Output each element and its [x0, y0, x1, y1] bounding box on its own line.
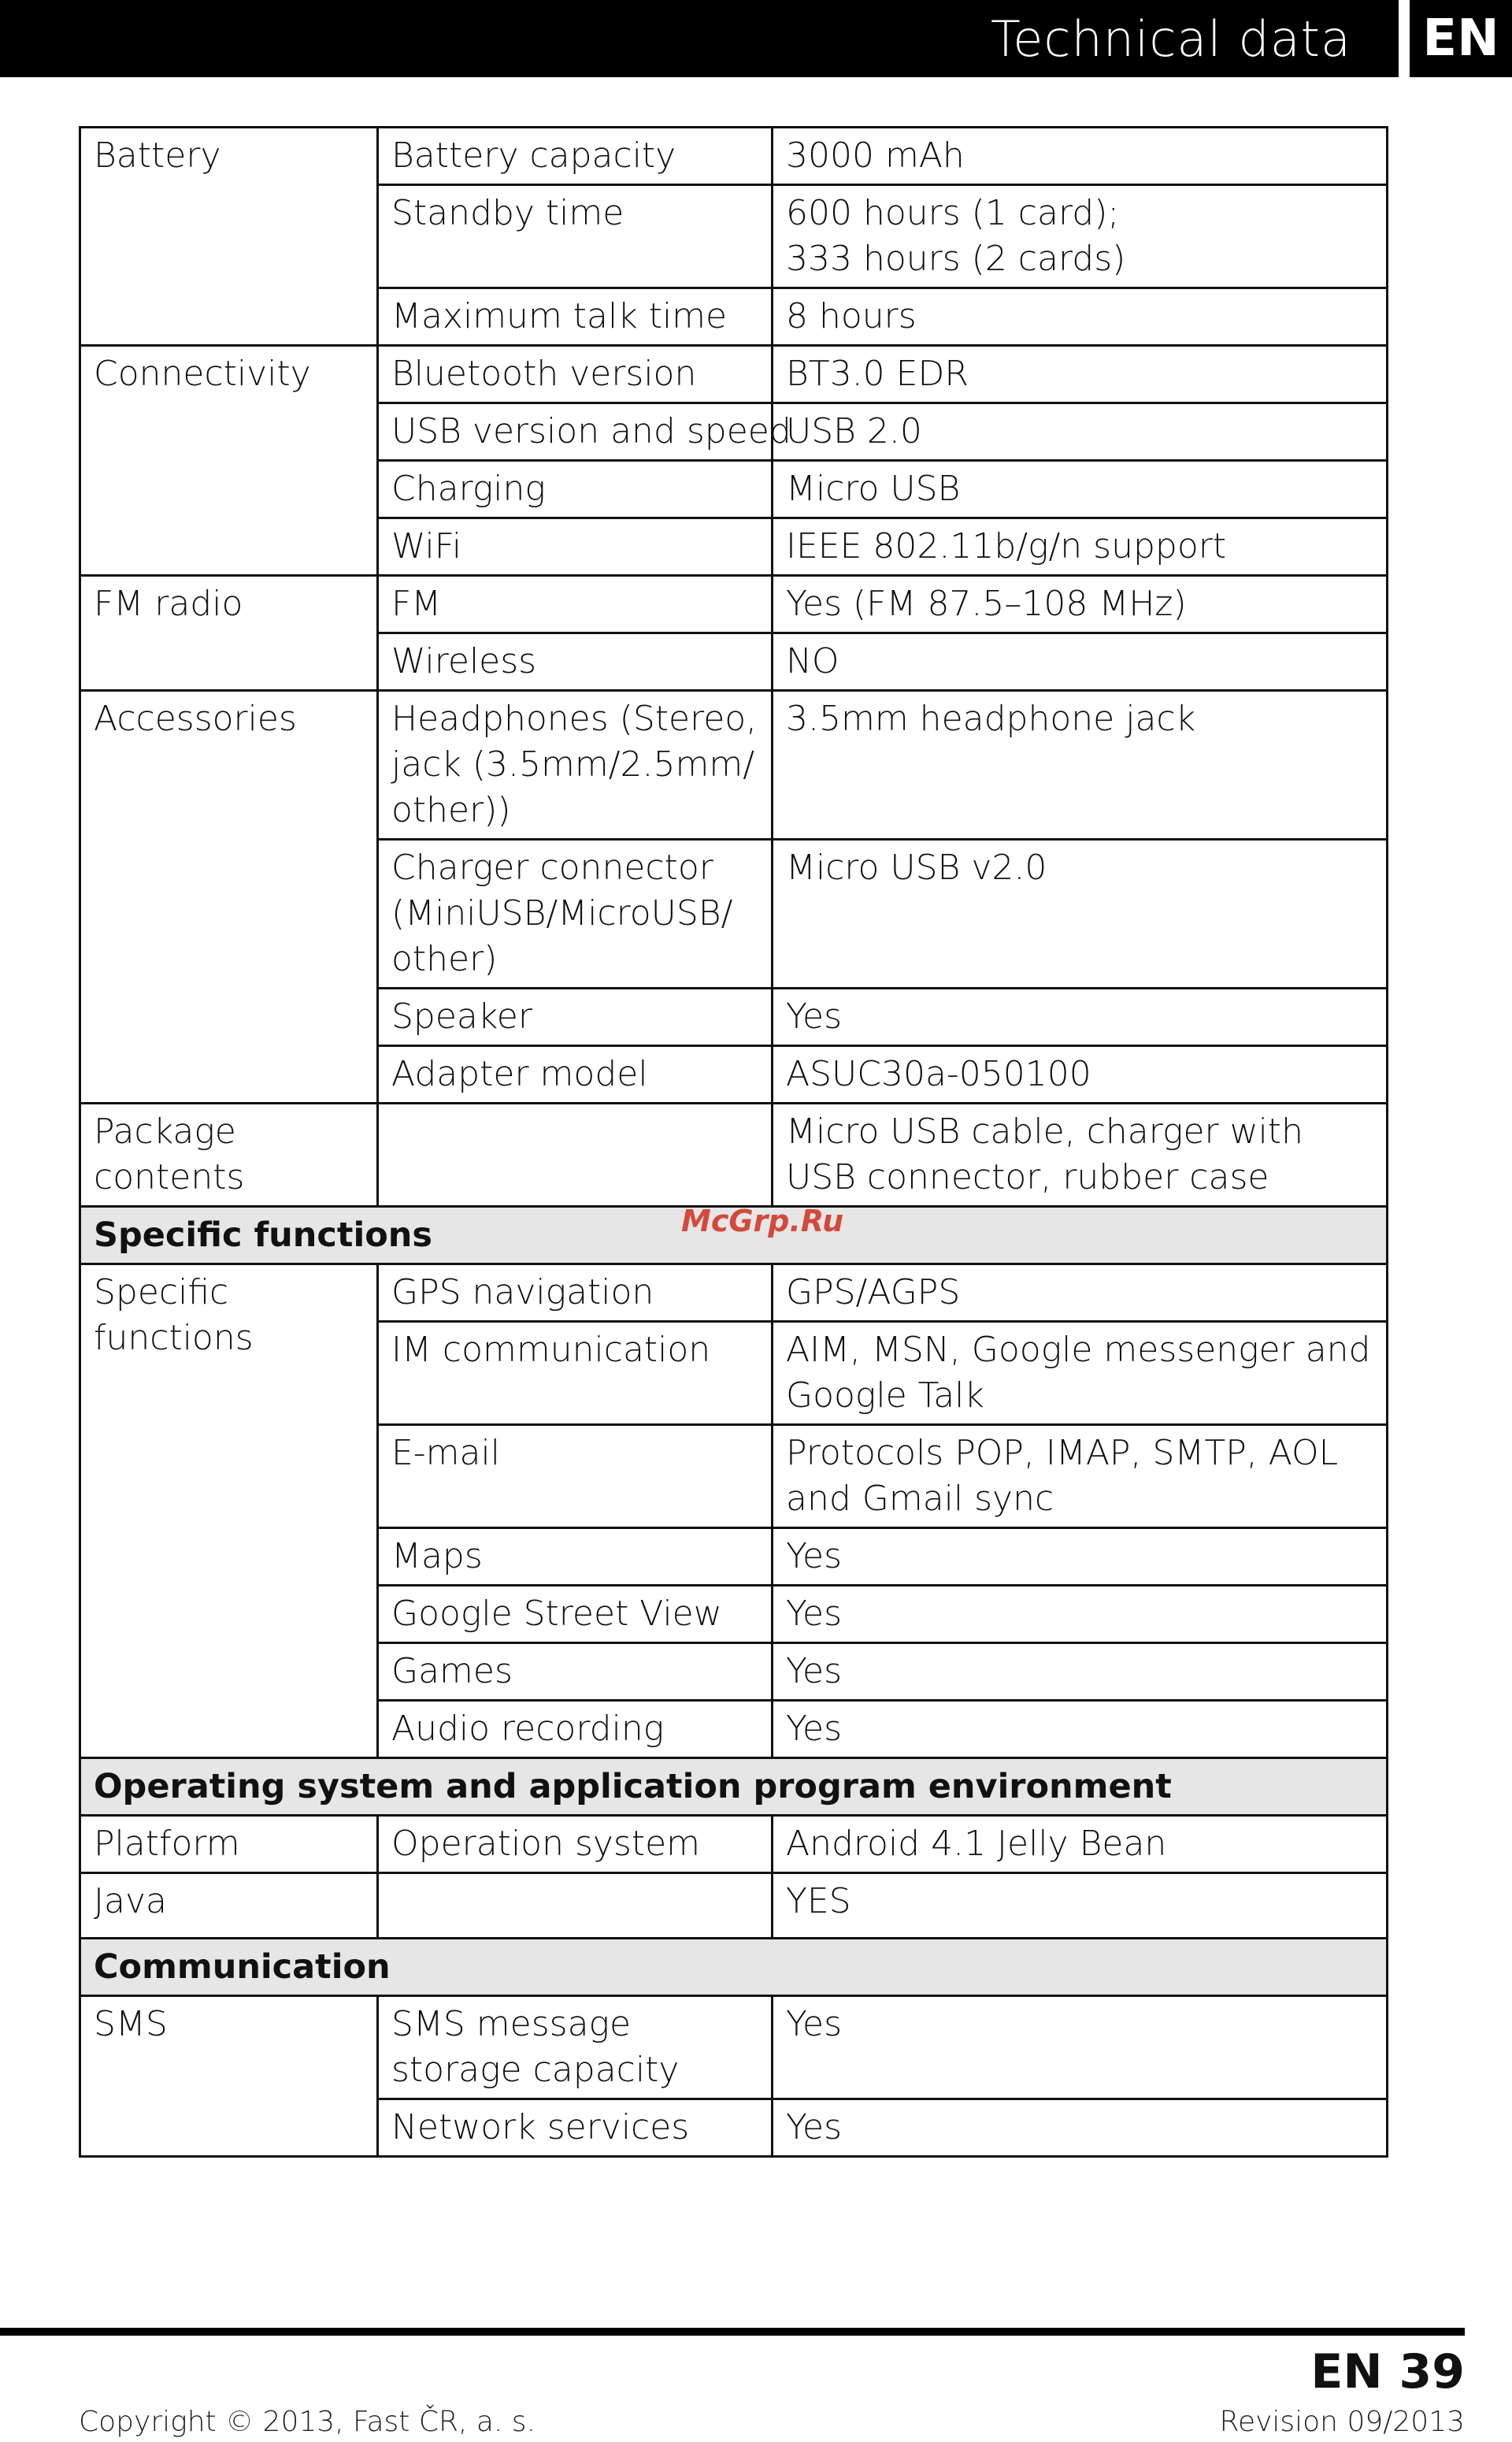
table-row [80, 576, 1388, 633]
value-cell: Yes [773, 1586, 1388, 1643]
value-cell: AIM, MSN, Google messenger and Google Talk [773, 1322, 1388, 1425]
value-cell: IEEE 802.11b/g/n support [773, 518, 1388, 576]
watermark-text: McGrp.Ru [681, 1204, 844, 1238]
value-cell: Micro USB [773, 461, 1388, 518]
value-cell: Yes [773, 1528, 1388, 1586]
feature-cell: GPS navigation [378, 1264, 773, 1322]
copyright-text: Copyright © 2013, Fast ČR, a. s. [79, 2406, 536, 2438]
section-header: Operating system and application program environment [80, 1758, 1388, 1816]
table-row [80, 1873, 1388, 1939]
value-cell: Android 4.1 Jelly Bean [773, 1816, 1388, 1873]
table-row [80, 1264, 1388, 1322]
value-cell: Yes [773, 1701, 1388, 1758]
table-row [80, 1104, 1388, 1207]
value-cell: Micro USB cable, charger with USB connector, rubber case [773, 1104, 1388, 1207]
feature-cell: Maximum talk time [378, 288, 773, 346]
feature-cell: Speaker [378, 989, 773, 1046]
feature-cell: IM communication [378, 1322, 773, 1425]
language-badge: EN [1410, 0, 1512, 77]
feature-cell: Audio recording [378, 1701, 773, 1758]
value-cell [773, 185, 1388, 288]
value-line: 600 hours (1 card); [786, 193, 1120, 233]
header-bar [0, 0, 1399, 77]
category-cell: FM radio [80, 576, 378, 691]
category-cell: Specific functions [80, 1264, 378, 1758]
value-line: 333 hours (2 cards) [786, 239, 1126, 279]
category-cell: Java [80, 1873, 378, 1939]
category-cell: Accessories [80, 691, 378, 1104]
feature-cell: Games [378, 1643, 773, 1701]
value-cell: USB 2.0 [773, 403, 1388, 461]
value-cell: Yes [773, 989, 1388, 1046]
section-header-row [80, 1758, 1388, 1816]
value-cell: BT3.0 EDR [773, 346, 1388, 403]
category-cell: Package contents [80, 1104, 378, 1207]
technical-data-table [79, 126, 1388, 2158]
section-header: Communication [80, 1939, 1388, 1996]
revision-text: Revision 09/2013 [1219, 2406, 1465, 2438]
table-row [80, 346, 1388, 403]
feature-cell: SMS message storage capacity [378, 1996, 773, 2099]
table-row [80, 128, 1388, 185]
feature-cell [378, 1873, 773, 1939]
value-cell: Yes [773, 1996, 1388, 2099]
category-cell: SMS [80, 1996, 378, 2157]
value-cell: YES [773, 1873, 1388, 1939]
value-cell: Protocols POP, IMAP, SMTP, AOL and Gmail sync [773, 1425, 1388, 1528]
value-cell: Yes (FM 87.5–108 MHz) [773, 576, 1388, 633]
section-header: Specific functions [80, 1207, 1388, 1264]
value-cell: 8 hours [773, 288, 1388, 346]
footer-divider [0, 2328, 1465, 2336]
value-cell: GPS/AGPS [773, 1264, 1388, 1322]
category-cell: Platform [80, 1816, 378, 1873]
value-cell: 3000 mAh [773, 128, 1388, 185]
page-number: EN 39 [1310, 2344, 1465, 2399]
feature-cell [378, 1104, 773, 1207]
page-title: Technical data [990, 10, 1351, 68]
feature-cell: Standby time [378, 185, 773, 288]
feature-cell: Google Street View [378, 1586, 773, 1643]
value-cell: ASUC30a-050100 [773, 1046, 1388, 1104]
feature-cell: Charger connector (MiniUSB/MicroUSB/ other) [378, 840, 773, 989]
value-cell: NO [773, 633, 1388, 691]
feature-cell: Wireless [378, 633, 773, 691]
feature-cell: USB version and speed [378, 403, 773, 461]
table-row [80, 1996, 1388, 2099]
value-cell: Micro USB v2.0 [773, 840, 1388, 989]
category-cell: Connectivity [80, 346, 378, 576]
feature-cell: Battery capacity [378, 128, 773, 185]
table-row [80, 691, 1388, 840]
value-cell: Yes [773, 2099, 1388, 2157]
feature-cell: Network services [378, 2099, 773, 2157]
value-cell: Yes [773, 1643, 1388, 1701]
category-cell: Battery [80, 128, 378, 346]
section-header-row [80, 1939, 1388, 1996]
value-cell: 3.5mm headphone jack [773, 691, 1388, 840]
feature-cell: Maps [378, 1528, 773, 1586]
feature-cell: Headphones (Stereo, jack (3.5mm/2.5mm/ other)) [378, 691, 773, 840]
feature-cell: Adapter model [378, 1046, 773, 1104]
feature-cell: Charging [378, 461, 773, 518]
table-row [80, 1816, 1388, 1873]
feature-cell: Operation system [378, 1816, 773, 1873]
feature-cell: FM [378, 576, 773, 633]
feature-cell: WiFi [378, 518, 773, 576]
feature-cell: Bluetooth version [378, 346, 773, 403]
feature-cell: E-mail [378, 1425, 773, 1528]
